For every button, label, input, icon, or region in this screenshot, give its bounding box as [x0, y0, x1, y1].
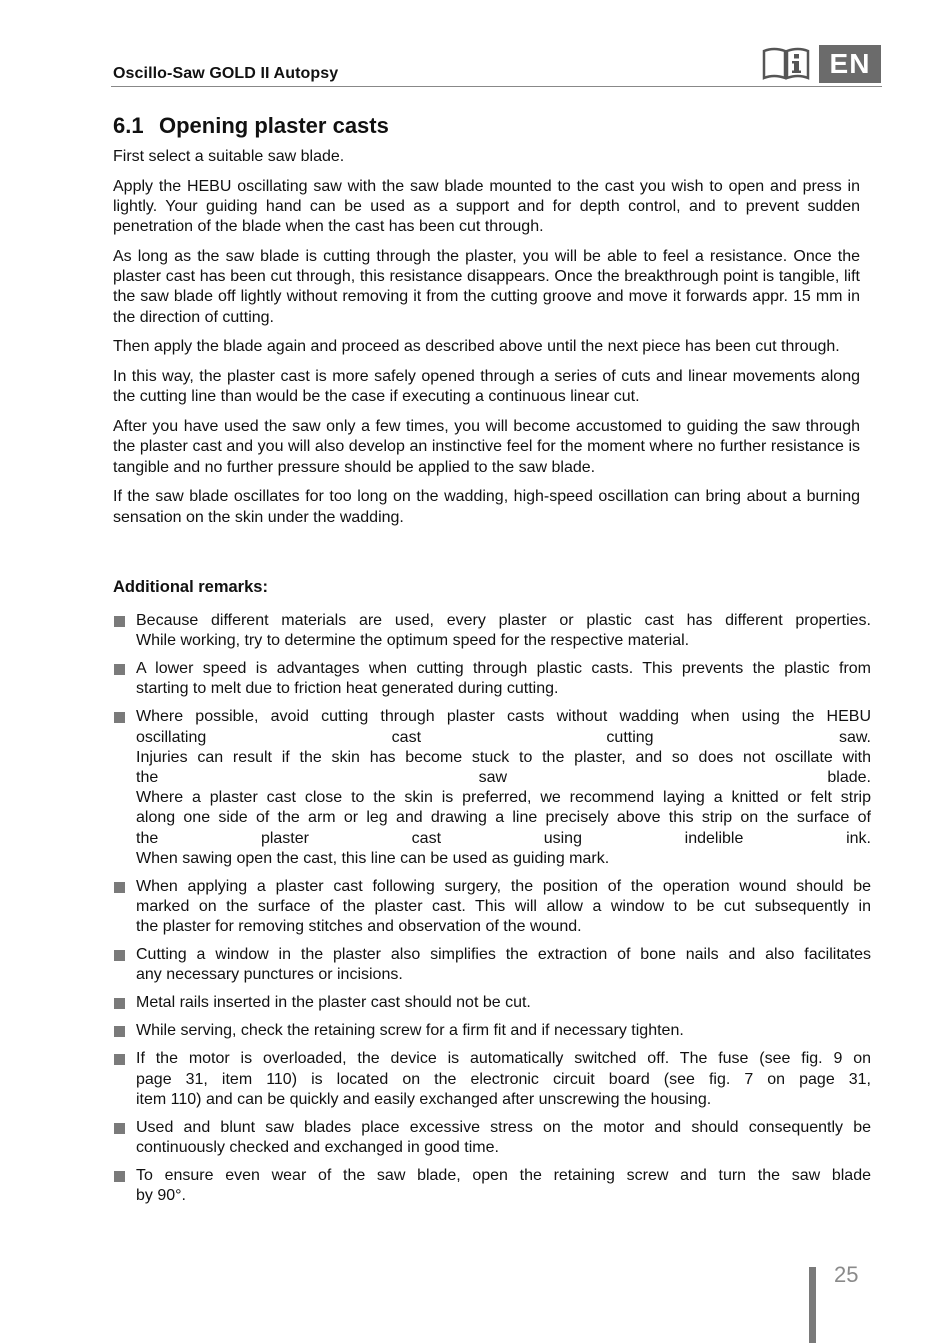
- paragraph: If the saw blade oscillates for too long on the wadding, high-speed oscillation can bring about a burning sensation on the skin under the wadding.: [113, 488, 860, 526]
- text-line: continuously checked and exchanged in good time.: [136, 1139, 499, 1157]
- section-title: Opening plaster casts: [159, 113, 389, 138]
- list-item: [113, 1118, 871, 1158]
- square-bullet-icon: [114, 616, 125, 627]
- text-line: When sawing open the cast, this line can be used as guiding mark.: [136, 849, 610, 867]
- text-line: Because different materials are used, every plaster or plastic cast has different properties.: [136, 612, 871, 629]
- text-line: Injuries can result if the skin has become stuck to the plaster, and so does not oscillate with: [136, 748, 871, 766]
- list-item: [113, 611, 871, 651]
- square-bullet-icon: [114, 1026, 125, 1037]
- page-margin-bar: [809, 1267, 816, 1343]
- text-line: by 90°.: [136, 1187, 186, 1205]
- remarks-list: [113, 611, 871, 1214]
- text-line: A lower speed is advantages when cutting through plastic casts. This prevents the plastic from: [136, 660, 871, 678]
- document-title: Oscillo-Saw GOLD II Autopsy: [113, 65, 339, 82]
- language-badge: EN: [819, 45, 881, 83]
- square-bullet-icon: [114, 950, 125, 961]
- paragraph: Apply the HEBU oscillating saw with the saw blade mounted to the cast you wish to open and press in lightly. Your guiding hand can be used as a support and for depth control, and to prevent sudden penetration of the blade when the cast has been cut through.: [113, 177, 860, 236]
- text-line: Cutting a window in the plaster also simplifies the extraction of bone nails and also facilitates: [136, 946, 871, 964]
- text-line: page 31, item 110) is located on the electronic circuit board (see fig. 7 on page 31,: [136, 1070, 871, 1088]
- list-item: [113, 993, 871, 1013]
- paragraph: Then apply the blade again and proceed as described above until the next piece has been cut through.: [113, 338, 840, 356]
- text-line: the plaster cast using indelible ink.: [136, 829, 871, 847]
- list-item: [113, 1166, 871, 1206]
- paragraph: First select a suitable saw blade.: [113, 148, 345, 165]
- text-line: item 110) and can be quickly and easily exchanged after unscrewing the housing.: [136, 1090, 712, 1108]
- text-line: Where possible, avoid cutting through plaster casts without wadding when using the HEBU: [136, 708, 871, 726]
- section-heading: [113, 113, 389, 139]
- paragraph: After you have used the saw only a few times, you will become accustomed to guiding the saw through the plaster cast and you will also develop an instinctive feel for the moment where no further resistance is tangible and no further pressure should be applied to the saw blade.: [113, 418, 860, 476]
- square-bullet-icon: [114, 1171, 125, 1182]
- text-line: While working, try to determine the optimum speed for the respective material.: [136, 632, 690, 650]
- text-line: Used and blunt saw blades place excessive stress on the motor and should consequently be: [136, 1118, 871, 1136]
- square-bullet-icon: [114, 998, 125, 1009]
- list-item: [113, 707, 871, 869]
- text-line: Where a plaster cast close to the skin is preferred, we recommend laying a knitted or felt strip: [136, 789, 871, 807]
- header-divider: [111, 86, 882, 87]
- text-line: If the motor is overloaded, the device is automatically switched off. The fuse (see fig. 9 on: [136, 1050, 871, 1068]
- list-item: [113, 1049, 871, 1110]
- square-bullet-icon: [114, 1123, 125, 1134]
- text-line: marked on the surface of the plaster cast. This will allow a window to be cut subsequently in: [136, 898, 871, 916]
- text-line: starting to melt due to friction heat generated during cutting.: [136, 680, 559, 698]
- text-line: While serving, check the retaining screw for a firm fit and if necessary tighten.: [136, 1022, 684, 1040]
- remarks-heading: Additional remarks:: [113, 578, 268, 596]
- square-bullet-icon: [114, 712, 125, 723]
- list-item: [113, 945, 871, 985]
- list-item: [113, 1021, 871, 1041]
- body-text: [113, 147, 860, 537]
- text-line: oscillating cast cutting saw.: [136, 728, 871, 746]
- text-line: To ensure even wear of the saw blade, open the retaining screw and turn the saw blade: [136, 1167, 871, 1185]
- page-number: 25: [834, 1262, 859, 1287]
- square-bullet-icon: [114, 664, 125, 675]
- text-line: the saw blade.: [136, 769, 871, 787]
- list-item: [113, 659, 871, 699]
- square-bullet-icon: [114, 882, 125, 893]
- text-line: the plaster for removing stitches and observation of the wound.: [136, 918, 582, 936]
- list-item: [113, 877, 871, 938]
- text-line: Metal rails inserted in the plaster cast should not be cut.: [136, 994, 531, 1012]
- text-line: along one side of the arm or leg and drawing a line precisely above this strip on the surface of: [136, 809, 871, 827]
- text-line: When applying a plaster cast following surgery, the position of the operation wound should be: [136, 877, 871, 895]
- manual-info-icon: [761, 45, 811, 81]
- text-line: any necessary punctures or incisions.: [136, 966, 403, 984]
- section-number: 6.1: [113, 113, 144, 138]
- square-bullet-icon: [114, 1054, 125, 1065]
- paragraph: In this way, the plaster cast is more safely opened through a series of cuts and linear movements along the cutting line than would be the case if executing a continuous linear cut.: [113, 368, 860, 406]
- paragraph: As long as the saw blade is cutting through the plaster, you will be able to feel a resistance. Once the plaster cast has been cut through, this resistance disappears. Once the breakthrough point is tangible, lift the saw blade off lightly without removing it from the cutting groove and move it forwards appr. 15 mm in the direction of cutting.: [113, 248, 860, 326]
